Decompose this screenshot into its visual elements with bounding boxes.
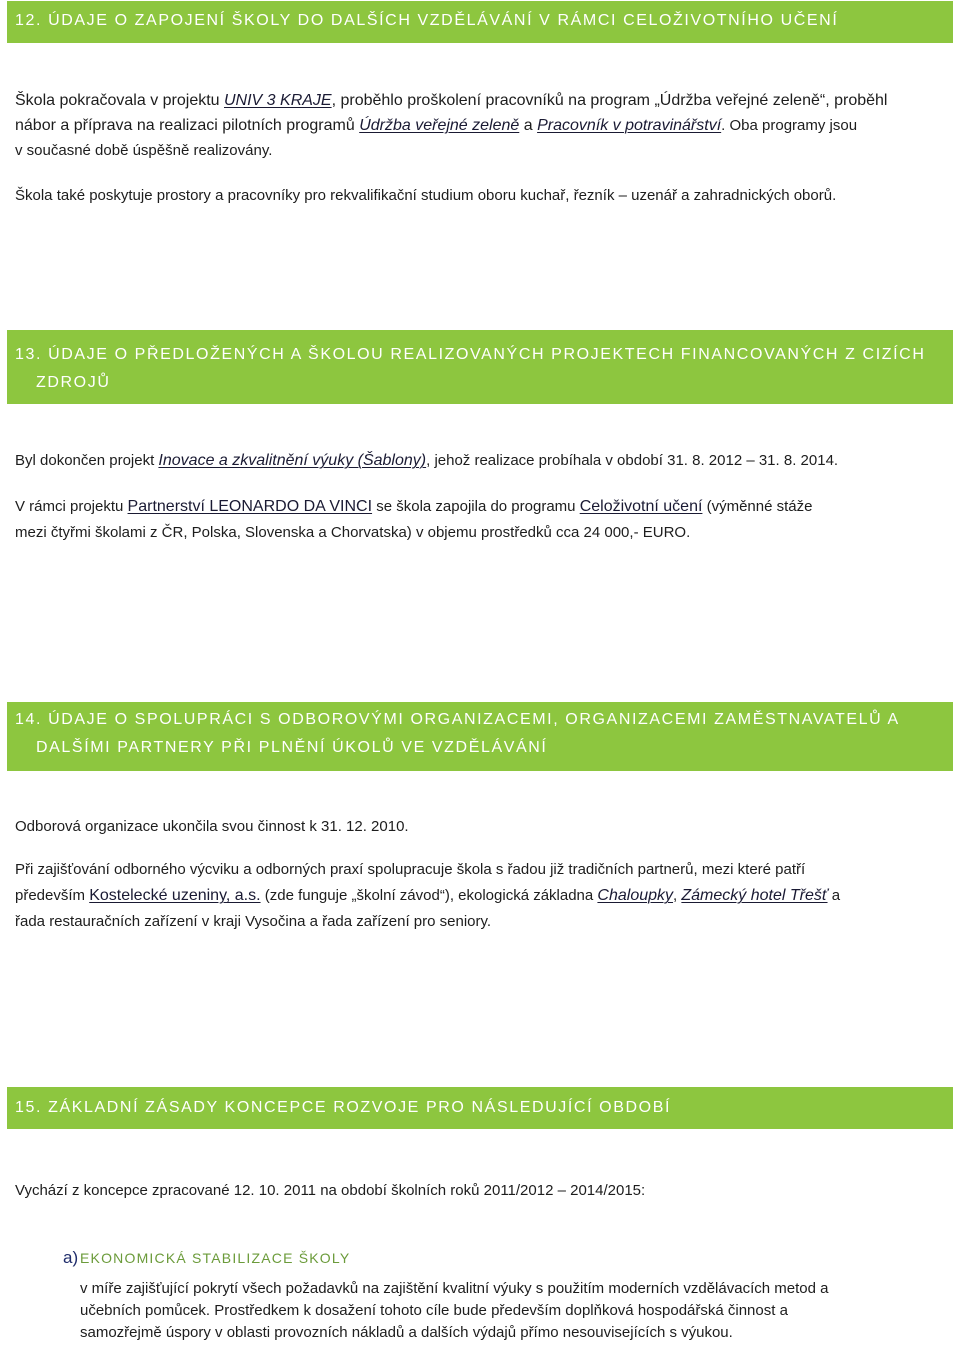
- text-run: Škola také poskytuje prostory a pracovníky pro rekvalifikační studium oboru kuchař, řezník – uzenář a zahradnických oborů.: [15, 187, 837, 204]
- subsection-marker: a): [63, 1248, 79, 1267]
- section-13-heading-bar: [7, 330, 953, 404]
- text-run: V rámci projektu: [15, 498, 128, 515]
- text-line: [15, 1178, 645, 1203]
- text-run: Škola pokračovala v projektu: [15, 92, 224, 109]
- section-13-heading-line-1: 13. ÚDAJE O PŘEDLOŽENÝCH A ŠKOLOU REALIZOVANÝCH PROJEKTECH FINANCOVANÝCH Z CIZÍCH: [15, 346, 926, 363]
- subsection-a-paragraph: [80, 1278, 828, 1344]
- section-13-heading-line-2: ZDROJŮ: [36, 374, 111, 391]
- section-14-heading-line-2: DALŠÍMI PARTNERY PŘI PLNĚNÍ ÚKOLŮ VE VZDĚLÁVÁNÍ: [36, 739, 548, 756]
- text-run: především: [15, 887, 90, 904]
- text-run: nábor a příprava na realizaci pilotních programů: [15, 117, 360, 134]
- project-partnerstvi-leonardo-da-vinci: Partnerství LEONARDO DA VINCI: [127, 498, 373, 515]
- text-line: [15, 883, 840, 909]
- section-12-paragraph-1: [15, 88, 887, 163]
- text-run: , proběhlo proškolení pracovníků na program „Údržba veřejné zeleně“, proběhl: [331, 92, 888, 109]
- section-12-heading: 12. ÚDAJE O ZAPOJENÍ ŠKOLY DO DALŠÍCH VZDĚLÁVÁNÍ V RÁMCI CELOŽIVOTNÍHO UČENÍ: [15, 12, 839, 29]
- text-run: a: [827, 887, 841, 904]
- text-run: mezi čtyřmi školami z ČR, Polska, Slovenska a Chorvatska) v objemu prostředků cca 24 000,- EURO.: [15, 524, 691, 541]
- text-run: Byl dokončen projekt: [15, 452, 159, 469]
- text-line: [15, 113, 887, 138]
- section-15-heading-bar: [7, 1087, 953, 1129]
- text-line: [15, 520, 812, 546]
- text-line: [80, 1300, 828, 1322]
- text-run: v současné době úspěšně realizovány.: [15, 142, 273, 159]
- text-line: [15, 494, 812, 520]
- text-line: [15, 138, 887, 163]
- text-run: a: [519, 117, 538, 134]
- section-13-paragraph-2: [15, 494, 812, 546]
- section-12-paragraph-2: [15, 183, 836, 208]
- text-line: [15, 857, 840, 883]
- text-run: se škola zapojila do programu: [372, 498, 580, 515]
- text-run: Vychází z koncepce zpracované 12. 10. 2011 na období školních roků 2011/2012 – 2014/2015:: [15, 1182, 646, 1199]
- subsection-a-heading: [63, 1245, 350, 1270]
- text-line: [15, 448, 838, 473]
- program-pracovnik-v-potravinarstvi: Pracovník v potravinářství: [537, 117, 722, 134]
- text-run: Při zajišťování odborného výcviku a odborných praxí spolupracuje škola s řadou již tradičních partnerů, mezi které patří: [15, 861, 806, 878]
- text-run: samozřejmě úspory v oblasti provozních nákladů a dalších výdajů přímo nesouvisejících s výukou.: [80, 1324, 733, 1341]
- text-run: řada restauračních zařízení v kraji Vysočina a řada zařízení pro seniory.: [15, 913, 492, 930]
- partner-zamecky-hotel-trest: Zámecký hotel Třešť: [681, 887, 828, 904]
- section-13-paragraph-1: [15, 448, 838, 473]
- text-run: . Oba programy jsou: [721, 117, 858, 134]
- text-line: [15, 183, 836, 208]
- text-line: [15, 909, 840, 935]
- text-run: , jehož realizace probíhala v období 31. 8. 2012 – 31. 8. 2014.: [426, 452, 839, 469]
- section-14-paragraph-1: [15, 814, 409, 839]
- section-15-heading: 15. ZÁKLADNÍ ZÁSADY KONCEPCE ROZVOJE PRO NÁSLEDUJÍCÍ OBDOBÍ: [15, 1099, 672, 1116]
- text-line: [15, 814, 409, 839]
- text-run: Odborová organizace ukončila svou činnost k 31. 12. 2010.: [15, 818, 409, 835]
- text-line: [80, 1278, 828, 1300]
- text-line: [15, 88, 887, 113]
- text-line: [80, 1322, 828, 1344]
- project-inovace-a-zkvalitneni-vyuky: Inovace a zkvalitnění výuky (Šablony): [158, 452, 427, 469]
- section-15-paragraph-1: [15, 1178, 645, 1203]
- text-run: učebních pomůcek. Prostředkem k dosažení tohoto cíle bude především doplňková hospodářská činnost a: [80, 1302, 788, 1319]
- partner-kostelecke-uzeniny: Kostelecké uzeniny, a.s.: [89, 887, 261, 904]
- text-run: (výměnné stáže: [702, 498, 813, 515]
- text-run: ,: [673, 887, 682, 904]
- text-run: (zde funguje „školní závod“), ekologická základna: [260, 887, 598, 904]
- partner-chaloupky: Chaloupky: [597, 887, 674, 904]
- section-14-heading-bar: [7, 702, 953, 771]
- text-run: v míře zajišťující pokrytí všech požadavků na zajištění kvalitní výuky s použitím moderních vzdělávacích metod a: [80, 1280, 829, 1297]
- program-udrzba-verejne-zelene: Údržba veřejné zeleně: [359, 117, 520, 134]
- section-14-heading-line-1: 14. ÚDAJE O SPOLUPRÁCI S ODBOROVÝMI ORGANIZACEMI, ORGANIZACEMI ZAMĚSTNAVATELŮ A: [15, 711, 900, 728]
- program-celozivotni-uceni: Celoživotní učení: [579, 498, 703, 515]
- section-12-heading-bar: [7, 1, 953, 43]
- subsection-title: EKONOMICKÁ STABILIZACE ŠKOLY: [80, 1250, 351, 1266]
- project-univ-3-kraje: UNIV 3 KRAJE: [224, 92, 332, 109]
- section-14-paragraph-2: [15, 857, 840, 935]
